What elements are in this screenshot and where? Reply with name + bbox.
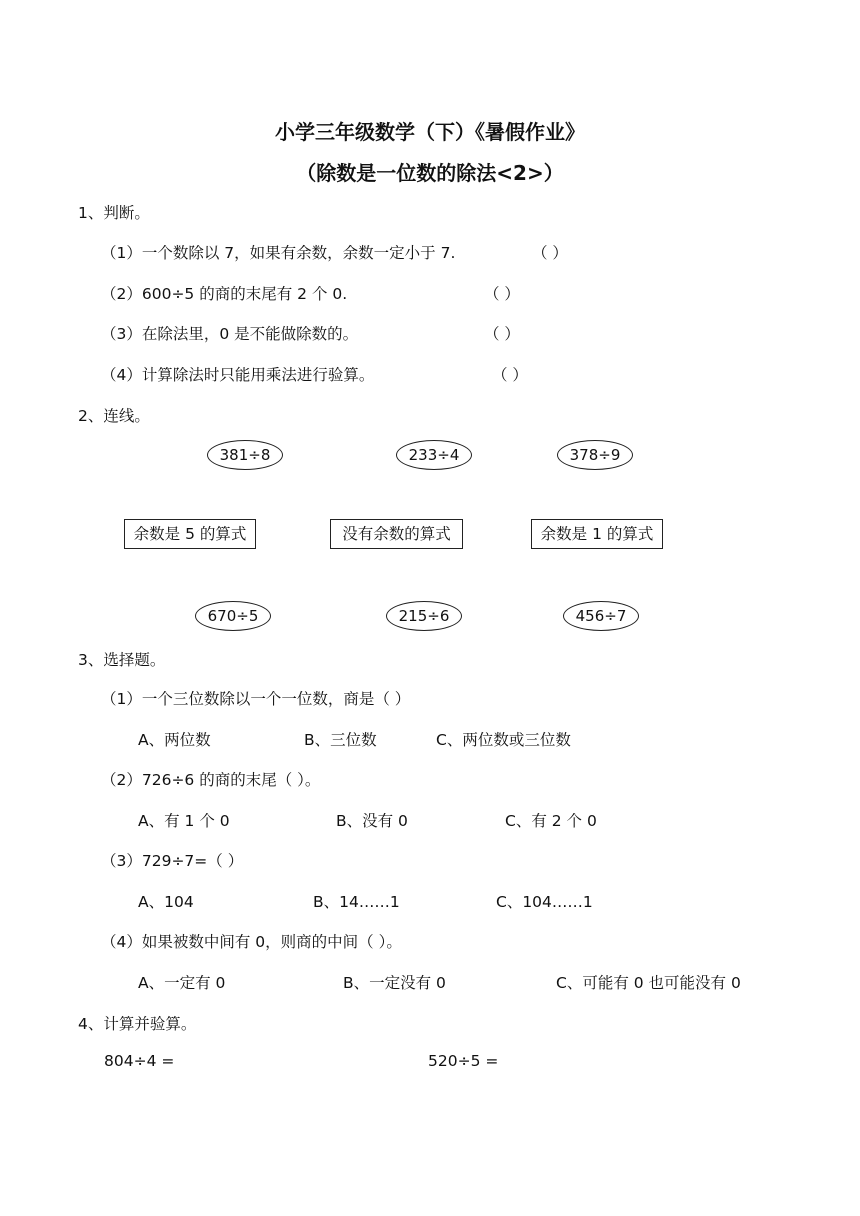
q1-item-1-text: （1）一个数除以 7，如果有余数，余数一定小于 7. [101, 244, 456, 262]
q3-item-2-question: （2）726÷6 的商的末尾（ ）。 [101, 771, 321, 789]
q2-heading: 2、连线。 [78, 407, 150, 425]
q1-item-4-text: （4）计算除法时只能用乘法进行验算。 [101, 366, 375, 384]
q3-item-1-question: （1）一个三位数除以一个一位数，商是（ ） [101, 690, 411, 708]
q3-item-4-option-a[interactable]: A、一定有 0 [138, 974, 226, 992]
q4-heading: 4、计算并验算。 [78, 1015, 197, 1033]
expression-oval-215-div-6[interactable]: 215÷6 [386, 601, 462, 631]
category-box-no-remainder[interactable]: 没有余数的算式 [330, 519, 463, 549]
q1-heading: 1、判断。 [78, 204, 150, 222]
q1-item-4-blank[interactable]: （ ） [492, 366, 528, 384]
q3-item-2-option-c[interactable]: C、有 2 个 0 [505, 812, 597, 830]
expression-oval-233-div-4[interactable]: 233÷4 [396, 440, 472, 470]
q1-item-2-text: （2）600÷5 的商的末尾有 2 个 0. [101, 285, 348, 303]
q3-item-1-option-c[interactable]: C、两位数或三位数 [436, 731, 571, 749]
q3-item-3-option-a[interactable]: A、104 [138, 893, 194, 911]
q3-item-1-option-b[interactable]: B、三位数 [304, 731, 377, 749]
q3-item-4-option-c[interactable]: C、可能有 0 也可能没有 0 [556, 974, 741, 992]
q3-item-4-question: （4）如果被数中间有 0，则商的中间（ ）。 [101, 933, 402, 951]
q1-item-1-blank[interactable]: （ ） [532, 244, 568, 262]
expression-oval-456-div-7[interactable]: 456÷7 [563, 601, 639, 631]
q3-item-1-option-a[interactable]: A、两位数 [138, 731, 211, 749]
q3-item-2-option-b[interactable]: B、没有 0 [336, 812, 408, 830]
expression-oval-670-div-5[interactable]: 670÷5 [195, 601, 271, 631]
q3-item-4-option-b[interactable]: B、一定没有 0 [343, 974, 446, 992]
q1-item-2-blank[interactable]: （ ） [484, 285, 520, 303]
worksheet-title: 小学三年级数学（下）《暑假作业》 [275, 120, 585, 144]
q3-item-3-question: （3）729÷7=（ ） [101, 852, 244, 870]
expression-oval-378-div-9[interactable]: 378÷9 [557, 440, 633, 470]
q1-item-3-blank[interactable]: （ ） [484, 325, 520, 343]
expression-oval-381-div-8[interactable]: 381÷8 [207, 440, 283, 470]
q3-heading: 3、选择题。 [78, 651, 166, 669]
q3-item-3-option-b[interactable]: B、14……1 [313, 893, 400, 911]
q4-problem-1: 804÷4 = [104, 1052, 175, 1070]
q4-problem-2: 520÷5 = [428, 1052, 499, 1070]
q1-item-3-text: （3）在除法里，0 是不能做除数的。 [101, 325, 359, 343]
q3-item-2-option-a[interactable]: A、有 1 个 0 [138, 812, 230, 830]
category-box-remainder-5[interactable]: 余数是 5 的算式 [124, 519, 256, 549]
worksheet-subtitle: （除数是一位数的除法<2>） [296, 161, 564, 185]
category-box-remainder-1[interactable]: 余数是 1 的算式 [531, 519, 663, 549]
q3-item-3-option-c[interactable]: C、104……1 [496, 893, 593, 911]
